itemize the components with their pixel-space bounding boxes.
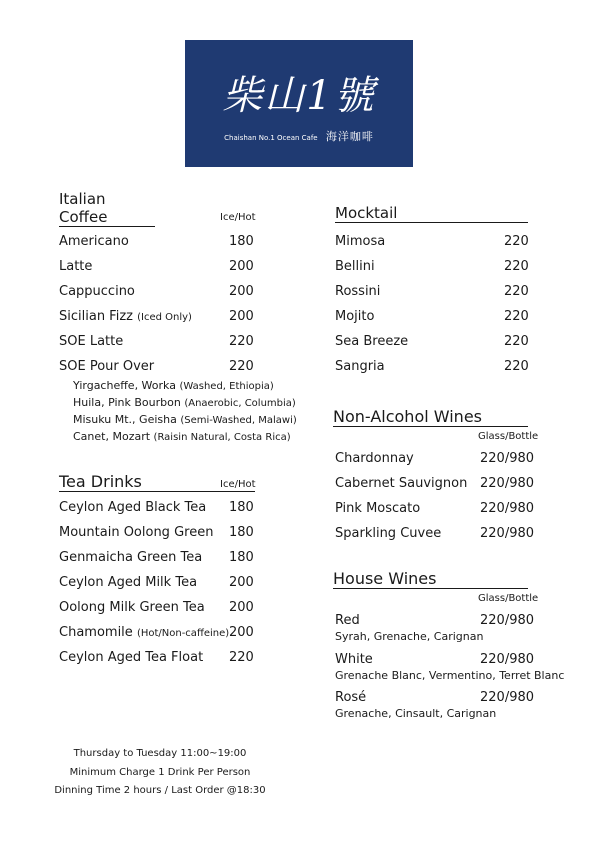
origin-item: Misuku Mt., Geisha (Semi-Washed, Malawi) — [73, 413, 297, 426]
house-wines-section — [333, 566, 539, 604]
italian-coffee-header — [59, 190, 155, 227]
footer-hours: Thursday to Tuesday 11:00~19:00 — [73, 748, 247, 759]
italian-coffee-section — [59, 190, 256, 227]
tea-section — [59, 469, 255, 492]
non-alcohol-header — [333, 404, 528, 427]
section-title: Mocktail — [335, 204, 398, 222]
section-title: Non-Alcohol Wines — [333, 407, 482, 426]
logo-sub-cn: 海洋咖啡 — [325, 130, 374, 143]
section-note: Glass/Bottle — [478, 593, 539, 604]
mocktail-header — [335, 200, 528, 223]
mocktail-section — [335, 200, 528, 223]
tea-header — [59, 469, 255, 492]
logo-sub-en: Chaishan No.1 Ocean Cafe — [224, 134, 318, 142]
footer-minimum-charge: Minimum Charge 1 Drink Per Person — [69, 767, 251, 778]
footer-dining-time: Dinning Time 2 hours / Last Order @18:30 — [54, 785, 266, 796]
origin-item: Yirgacheffe, Worka (Washed, Ethiopia) — [73, 379, 274, 392]
origin-item: Huila, Pink Bourbon (Anaerobic, Columbia) — [73, 396, 296, 409]
house-wines-header — [333, 566, 528, 589]
section-title: Tea Drinks — [59, 472, 142, 491]
logo-subtitle — [185, 128, 413, 144]
section-note: Glass/Bottle — [478, 431, 539, 442]
section-title: Italian Coffee — [59, 190, 108, 226]
logo-main-text: 柴山1號 — [222, 73, 376, 119]
section-note: Ice/Hot — [220, 212, 256, 223]
section-note: Ice/Hot — [220, 479, 256, 490]
origin-item: Canet, Mozart (Raisin Natural, Costa Rica) — [73, 430, 291, 443]
section-title: House Wines — [333, 569, 437, 588]
non-alcohol-section — [333, 404, 539, 442]
logo — [185, 40, 413, 167]
